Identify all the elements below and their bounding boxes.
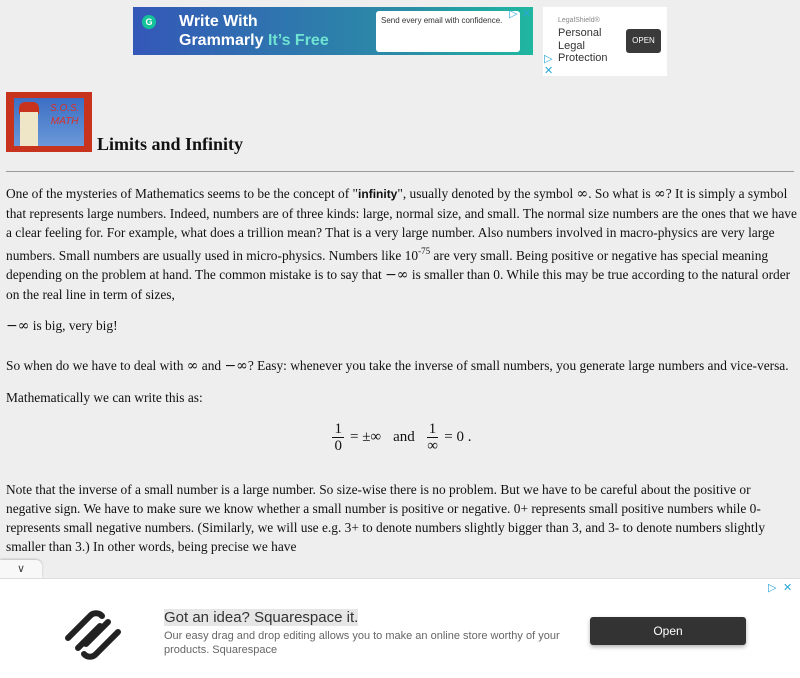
ad-description: Our easy drag and drop editing allows you to make an online store worthy of your products. Squarespace xyxy=(164,630,560,656)
denominator: 0 xyxy=(334,438,342,454)
ad-highlight: It’s Free xyxy=(267,32,329,49)
text: is big, very big! xyxy=(29,318,118,333)
neg-infinity-symbol: −∞ xyxy=(385,267,409,283)
grammarly-logo: G xyxy=(142,15,156,29)
numerator: 1 xyxy=(334,421,342,437)
paragraph-when xyxy=(6,356,798,376)
fraction xyxy=(427,421,439,454)
fraction xyxy=(332,421,344,454)
ad-choices-icon[interactable]: ▷ xyxy=(768,582,777,594)
paragraph-intro xyxy=(6,184,798,304)
logo-line: MATH xyxy=(50,116,79,127)
divider xyxy=(6,171,794,172)
ad-line2: Grammarly xyxy=(179,32,264,49)
ad-title-line: Legal xyxy=(558,39,585,52)
text: One of the mysteries of Mathematics seems to be the concept of " xyxy=(6,186,359,201)
page-flow xyxy=(0,184,800,678)
sos-math-logo[interactable] xyxy=(6,92,92,152)
text: ? It is simply a symbol that represents large numbers. Indeed, numbers are of three kinds: large, normal size, and small. The normal size numbers are the ones that we have a clear feeling for. For example, what does a trillion mean? That is a very large number. Also numbers involved in macro-physics are very large numbers. Small numbers are usually used in micro-physics. Numbers like 10 xyxy=(6,186,797,263)
ad-message-box: Send every email with confidence. xyxy=(376,11,520,52)
exponent: -75 xyxy=(418,246,431,256)
squarespace-logo-icon xyxy=(60,604,126,666)
logo-text xyxy=(50,102,79,128)
ad-headline xyxy=(179,12,329,50)
infinity-symbol: ∞ xyxy=(186,358,199,374)
ad-close-icon[interactable]: ✕ xyxy=(783,582,793,594)
numerator: 1 xyxy=(428,421,437,437)
ad-title-line: Protection xyxy=(558,52,608,64)
paragraph-math: Mathematically we can write this as: xyxy=(6,390,203,405)
article-body xyxy=(0,184,800,556)
ad-line1: Write With xyxy=(179,13,258,30)
infinity-symbol: ∞ xyxy=(576,186,589,202)
denominator: ∞ xyxy=(427,438,438,454)
legalshield-ad[interactable] xyxy=(543,7,667,76)
equation-rhs: = 0 . xyxy=(444,429,472,445)
text: ", usually denoted by the symbol xyxy=(397,186,577,201)
ad-close-icon[interactable]: ✕ xyxy=(522,8,532,20)
text: ? Easy: whenever you take the inverse of small numbers, you generate large numbers and vice-versa. xyxy=(247,358,789,373)
page-title: Limits and Infinity xyxy=(97,134,244,154)
ad-headline: Got an idea? Squarespace it. xyxy=(164,609,359,626)
ad-choices-icon[interactable]: ▷ xyxy=(509,8,518,20)
equation xyxy=(6,421,798,454)
text: So when do we have to deal with xyxy=(6,358,187,373)
neg-infinity-symbol: −∞ xyxy=(224,358,248,374)
ad-title xyxy=(558,27,608,65)
text: . So what is xyxy=(588,186,655,201)
text: are very small. Being positive or negative has special meaning depending on the problem at hand. The common mistake is to say that xyxy=(6,248,769,282)
lighthouse-icon xyxy=(20,112,38,146)
logo-line: S.O.S. xyxy=(50,103,80,114)
collapse-ad-button[interactable]: ∨ xyxy=(0,560,42,578)
grammarly-ad[interactable] xyxy=(133,7,533,55)
text: and xyxy=(198,358,225,373)
ad-open-button[interactable]: OPEN xyxy=(626,29,661,53)
ad-open-button[interactable]: Open xyxy=(590,617,746,645)
ad-title-line: Personal xyxy=(558,27,602,39)
equation-rhs: = ±∞ xyxy=(349,429,382,445)
squarespace-ad[interactable] xyxy=(0,578,800,678)
text: is smaller than 0. While this may be true according to the natural order on the real line in term of sizes, xyxy=(6,267,791,302)
term-infinity: infinity xyxy=(358,187,398,201)
neg-infinity-symbol: −∞ xyxy=(6,318,30,334)
equation-and: and xyxy=(393,429,415,445)
ad-brand: LegalShield® xyxy=(558,17,600,24)
paragraph-big xyxy=(6,316,798,336)
ad-choices-icon[interactable]: ▷ xyxy=(544,53,553,65)
ad-close-icon[interactable]: ✕ xyxy=(544,65,554,77)
infinity-symbol: ∞ xyxy=(654,186,666,202)
paragraph-note: Note that the inverse of a small number is a large number. So size-wise there is no problem. But we have to be careful about the positive or negative sign. We have to make sure we know whether a small number is positive or negative. 0+ represents small positive numbers while 0- represents small negative numbers. (Similarly, we will use e.g. 3+ to denote numbers slightly bigger than 3, and 3- to denote numbers slightly smaller than 3.) In other words, being precise we have xyxy=(6,482,766,554)
